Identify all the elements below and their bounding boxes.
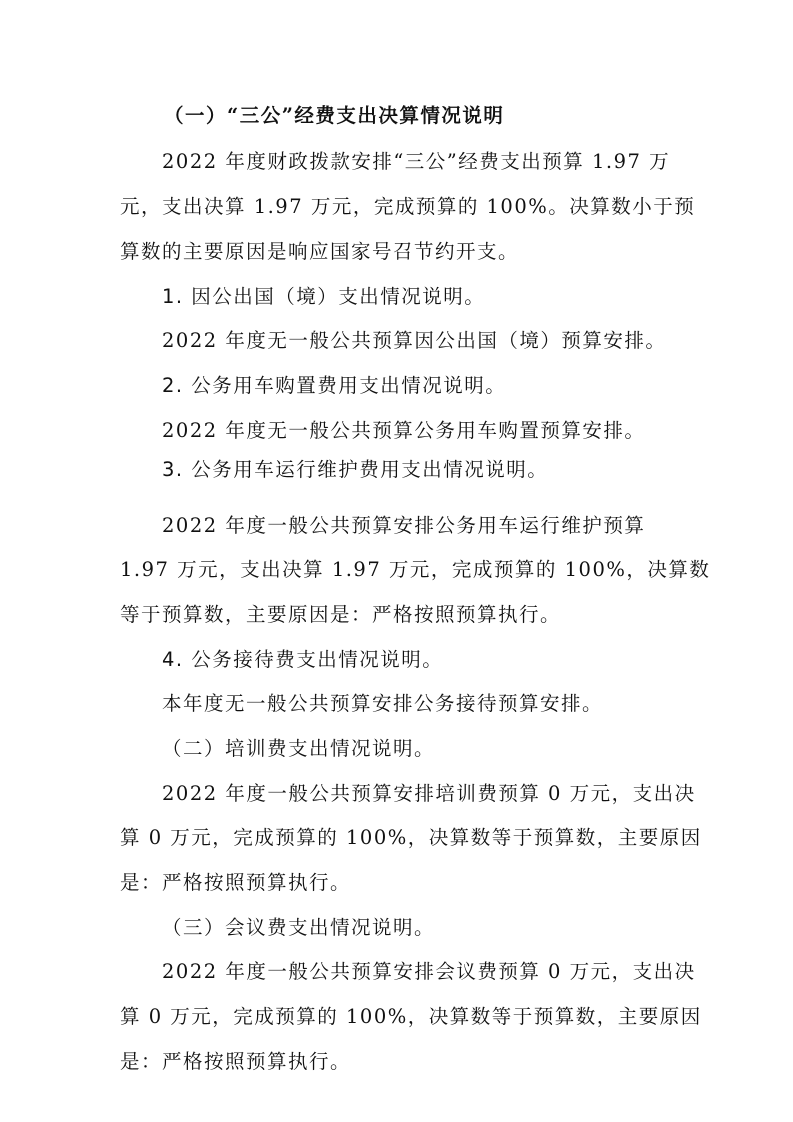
section-1-paragraph-line-1: 2022 年度财政拨款安排“三公”经费支出预算 1.97 万 [162, 150, 671, 173]
item-1-text: 2022 年度无一般公共预算因公出国（境）预算安排。 [162, 329, 667, 352]
section-1-paragraph-line-2: 元，支出决算 1.97 万元，完成预算的 100%。决算数小于预 [120, 195, 696, 218]
item-3-line-3: 等于预算数，主要原因是：严格按照预算执行。 [120, 603, 562, 626]
section-2-title: （二）培训费支出情况说明。 [162, 737, 436, 760]
item-4-title: 4. 公务接待费支出情况说明。 [162, 648, 444, 671]
item-4-text: 本年度无一般公共预算安排公务接待预算安排。 [162, 692, 604, 715]
item-2-title: 2. 公务用车购置费用支出情况说明。 [162, 374, 507, 397]
item-3-line-2: 1.97 万元，支出决算 1.97 万元，完成预算的 100%，决算数 [120, 558, 711, 581]
section-3-title: （三）会议费支出情况说明。 [162, 916, 436, 939]
item-3-line-1: 2022 年度一般公共预算安排公务用车运行维护预算 [162, 514, 646, 537]
item-2-text: 2022 年度无一般公共预算公务用车购置预算安排。 [162, 419, 646, 442]
section-1-title: （一）“三公”经费支出决算情况说明 [164, 104, 505, 127]
section-3-line-3: 是：严格按照预算执行。 [120, 1050, 352, 1073]
section-3-line-2: 算 0 万元，完成预算的 100%，决算数等于预算数，主要原因 [120, 1005, 702, 1028]
section-1-paragraph-line-3: 算数的主要原因是响应国家号召节约开支。 [120, 240, 520, 263]
section-2-line-3: 是：严格按照预算执行。 [120, 871, 352, 894]
section-2-line-1: 2022 年度一般公共预算安排培训费预算 0 万元，支出决 [162, 782, 696, 805]
section-2-line-2: 算 0 万元，完成预算的 100%，决算数等于预算数，主要原因 [120, 826, 702, 849]
section-3-line-1: 2022 年度一般公共预算安排会议费预算 0 万元，支出决 [162, 960, 696, 983]
item-3-title: 3. 公务用车运行维护费用支出情况说明。 [162, 458, 549, 481]
item-1-title: 1. 因公出国（境）支出情况说明。 [162, 285, 486, 308]
